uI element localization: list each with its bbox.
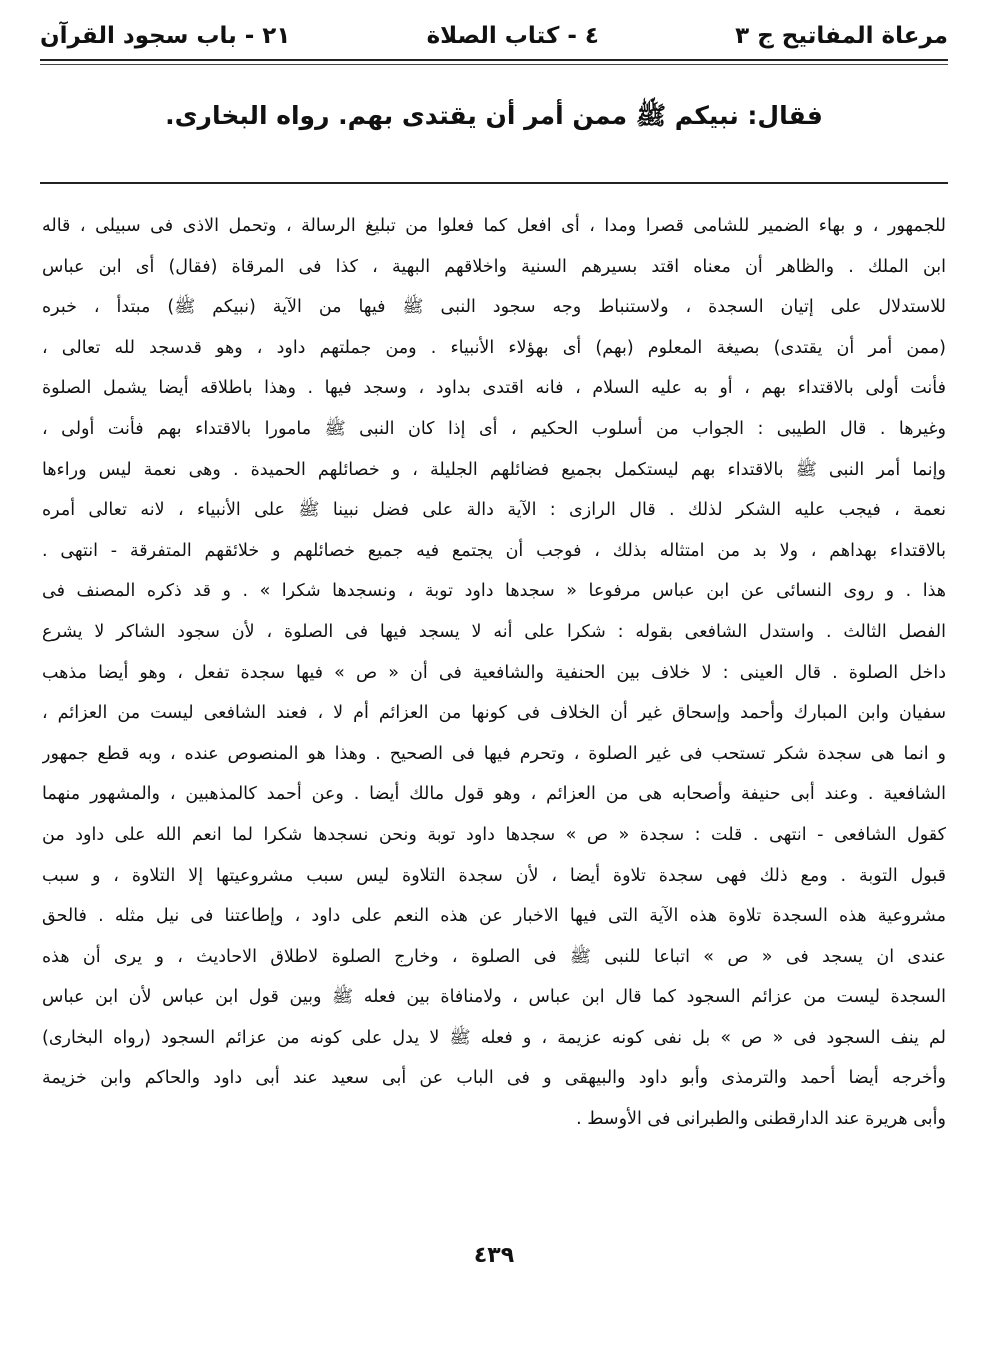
commentary-line: وأبى هريرة عند الدارقطنى والطبرانى فى الأوسط .: [576, 1109, 946, 1130]
commentary-line: لم ينف السجود فى « ص » بل نفى كونه عزيمة ، و فعله ﷺ لا يدل على كونه من عزائم السجود (رواه البخارى): [42, 1027, 946, 1048]
commentary-line: ابن الملك . والظاهر أن معناه اقتد بسيرهم السنية واخلاقهم البهية ، كذا فى المرقاة (فقال) أى ابن عباس: [42, 256, 946, 277]
header-rule-thin: [40, 64, 948, 65]
commentary-line: داخل الصلوة . قال العينى : لا خلاف بين الحنفية والشافعية فى أن « ص » فيها سجدة تفعل ، وهو أيضا مذهب: [42, 662, 946, 683]
commentary-line: مشروعية هذه السجدة تلاوة هذه الآية التى فيها الاخبار عن هذه النعم على داود ، وإطاعتنا فى نيل مثله . فالحق: [42, 906, 946, 927]
commentary-line: نعمة ، فيجب عليه الشكر لذلك . قال الرازى : الآية دالة على فضل نبينا ﷺ على الأنبياء ، لانه تعالى أمره: [42, 500, 946, 521]
commentary-line: وأخرجه أيضا أحمد والترمذى وأبو داود والبيهقى و فى الباب عن أبى سعيد عند أبى داود والحاكم وابن خزيمة: [42, 1068, 946, 1089]
hadith-text: فقال: نبيكم ﷺ ممن أمر أن يقتدى بهم. رواه البخارى.: [165, 101, 823, 130]
commentary-line: و انما هى سجدة شكر تستحب فى غير الصلوة ، وتحرم فيها فى الصحيح . وهذا هو المنصوص عنده ، وبه قطع جمهور: [42, 743, 946, 764]
header-section-title: ٢١ - باب سجود القرآن: [40, 23, 291, 49]
running-header: [40, 16, 948, 56]
header-book-title: مرعاة المفاتيح ج ٣: [735, 23, 948, 49]
commentary-line: عندى ان يسجد فى « ص » اتباعا للنبى ﷺ فى الصلوة ، وخارج الصلوة لاطلاق الاحاديث ، و يرى أن هذه: [42, 946, 946, 967]
commentary-line: وغيرها . قال الطيبى : الجواب من أسلوب الحكيم ، أى إذا كان النبى ﷺ مامورا بالاقتداء بهم فأنت أولى ،: [42, 418, 946, 439]
page-number: ٤٣٩: [473, 1243, 515, 1268]
commentary-line: للاستدلال على إتيان السجدة ، ولاستنباط وجه سجود النبى ﷺ فيها من الآية (نبيكم ﷺ) مبتدأ ، خبره: [42, 297, 946, 318]
header-chapter-title: ٤ - كتاب الصلاة: [426, 23, 599, 49]
commentary-line: للجمهور ، و بهاء الضمير للشامى قصرا ومدا ، أى افعل كما فعلوا من تبليغ الرسالة ، وتحمل الاذى فى سبيلى ، قاله: [42, 216, 946, 236]
commentary-line: وإنما أمر النبى ﷺ بالاقتداء بهم ليستكمل بجميع فضائلهم الجليلة ، و خصائلهم الحميدة . وهى نعمة ليس وراءها: [42, 459, 946, 480]
commentary-line: فأنت أولى بالاقتداء بهم ، أو به عليه السلام ، فانه اقتدى بداود ، وسجد فيها . وهذا باطلاقه أيضا يشمل الصلوة: [42, 378, 946, 399]
commentary-line: الفصل الثالث . واستدل الشافعى بقوله : شكرا على أنه لا يسجد فيها فى الصلوة ، لأن سجود الشاكر لا يشرع: [42, 621, 946, 642]
text-divider: [40, 182, 948, 184]
header-rule: [40, 59, 948, 61]
commentary-line: هذا . و روى النسائى عن ابن عباس مرفوعا « سجدها داود توبة ، ونسجدها شكرا » . و قد ذكره المصنف فى: [42, 581, 946, 602]
commentary-line: بالاقتداء بهداهم ، ولا بد من امتثاله بذلك ، فوجب أن يجتمع فيه جميع خصائلهم و خلائقهم المتفرقة - انتهى .: [42, 540, 946, 561]
commentary-line: سفيان وابن المبارك وأحمد وإسحاق غير أن الخلاف فى كونها من العزائم أم لا ، فعند الشافعى ليست من العزائم ،: [42, 703, 946, 724]
commentary-line: (ممن أمر أن يقتدى) بصيغة المعلوم (بهم) أى بهؤلاء الأنبياء . ومن جملتهم داود ، وهو قدسجد لله تعالى ،: [42, 337, 946, 358]
commentary-line: كقول الشافعى - انتهى . قلت : سجدة « ص » سجدها داود توبة ونحن نسجدها شكرا لما انعم الله على داود من: [42, 824, 946, 845]
commentary-body: [42, 206, 946, 1140]
commentary-line: السجدة ليست من عزائم السجود كما قال ابن عباس ، ولامنافاة بين فعله ﷺ وبين قول ابن عباس لأن ابن عباس: [42, 987, 946, 1008]
commentary-line: قبول التوبة . ومع ذلك فهى سجدة تلاوة أيضا ، لأن سجدة التلاوة ليس سبب مشروعيتها إلا التلاوة ، و سبب: [42, 865, 946, 886]
commentary-line: الشافعية . وعند أبى حنيفة وأصحابه هى من العزائم ، وهو قول مالك أيضا . وعن أحمد كالمذهبين ، والمشهور منهما: [42, 784, 946, 805]
